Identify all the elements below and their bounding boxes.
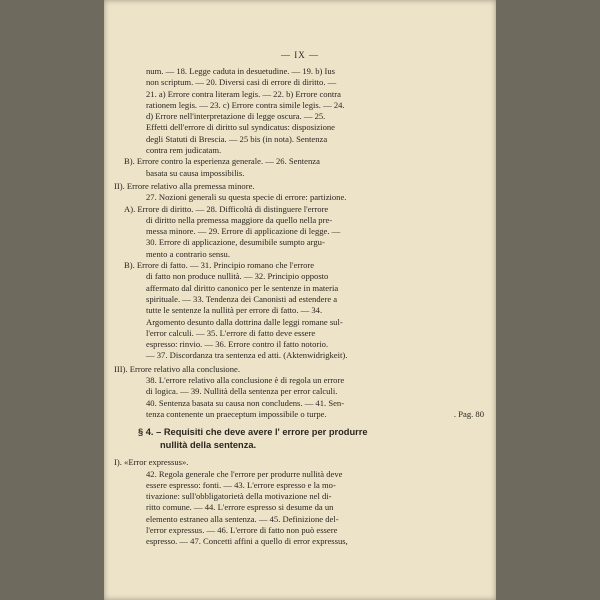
- text-line: 42. Regola generale che l'errore per produrre nullità deve: [146, 468, 343, 479]
- text-line: 30. Errore di applicazione, desumibile sumpto argu-: [146, 237, 325, 248]
- index-text-body: [114, 66, 484, 548]
- text-line-content: tenza contenente un praeceptum impossibile o turpe.: [146, 408, 327, 419]
- text-line: di diritto nella premessa maggiore da quello nella pre-: [146, 214, 333, 225]
- text-line: d) Errore nell'interpretazione di legge oscura. — 25.: [146, 111, 326, 122]
- text-line: espresso. — 47. Concetti affini a quello di error expressus,: [146, 536, 348, 547]
- text-line: spirituale. — 33. Tendenza dei Canonisti ad estendere a: [146, 293, 338, 304]
- text-line: contra rem judicatam.: [146, 145, 222, 156]
- subsection-heading: I). «Error expressus».: [114, 457, 189, 468]
- text-line: mento a contrario sensu.: [146, 248, 231, 259]
- subsection-heading: III). Errore relativo alla conclusione.: [114, 363, 240, 374]
- section-title-line: nullità della sentenza.: [160, 439, 257, 450]
- text-line: espresso: rinvio. — 36. Errore contro il fatto notorio.: [146, 339, 329, 350]
- text-line: rationem legis. — 23. c) Errore contra simile legis. — 24.: [146, 99, 345, 110]
- text-line: degli Statuti di Brescia. — 25 bis (in nota). Sentenza: [146, 133, 328, 144]
- text-line: l'error calculi. — 35. L'errore di fatto deve essere: [146, 327, 316, 338]
- text-line: tutte le sentenze la nullità per errore di fatto. — 34.: [146, 305, 323, 316]
- section-heading: [114, 426, 484, 451]
- text-line: B). Errore contro la esperienza generale. — 26. Sentenza: [124, 156, 320, 167]
- text-line: num. — 18. Legge caduta in desuetudine. — 19. b) Ius: [146, 66, 336, 76]
- text-line: 40. Sentenza basata su causa non concludens. — 41. Sen-: [146, 397, 345, 408]
- page-header-roman-numeral: — IX —: [281, 50, 319, 60]
- block-continuation: [114, 66, 484, 156]
- text-line: l'error expressus. — 46. L'errore di fatto non può essere: [146, 524, 338, 535]
- text-line: Argomento desunto dalla dottrina dalle leggi romane sul-: [146, 316, 343, 327]
- text-line: messa minore. — 29. Errore di applicazione di legge. —: [146, 226, 341, 237]
- text-line: essere espresso: fonti. — 43. L'errore espresso e la mo-: [146, 479, 336, 490]
- text-line: basata su causa impossibilis.: [146, 167, 245, 178]
- book-page: [104, 0, 496, 600]
- text-line: Effetti dell'errore di diritto sul syndicatus: disposizione: [146, 122, 335, 133]
- block-b-esperienza: [114, 156, 484, 179]
- text-line: — 37. Discordanza tra sentenza ed atti. (Aktenwidrigkeit).: [146, 350, 348, 361]
- text-line: [114, 409, 484, 420]
- section-title-line: § 4. – Requisiti che deve avere l' errore per produrre: [138, 427, 368, 438]
- text-line: ritto comune. — 44. L'errore espresso si desume da un: [146, 502, 334, 513]
- block-i-error-expressus: [114, 457, 484, 547]
- text-line: B). Errore di fatto. — 31. Principio romano che l'errore: [124, 260, 315, 271]
- text-line: di logica. — 39. Nullità della sentenza per error calculi.: [146, 386, 338, 397]
- text-line: elemento estraneo alla sentenza. — 45. Definizione del-: [146, 513, 339, 524]
- block-iii-conclusione: [114, 364, 484, 420]
- text-line: affermato dal diritto canonico per le sentenze in materia: [146, 282, 339, 293]
- text-line: di fatto non produce nullità. — 32. Principio opposto: [146, 271, 329, 282]
- text-line: 21. a) Errore contra literam legis. — 22. b) Errore contra: [146, 88, 341, 99]
- text-line: A). Errore di diritto. — 28. Difficoltà di distinguere l'errore: [124, 203, 329, 214]
- page-reference: . Pag. 80: [453, 408, 484, 419]
- block-ii-premessa-minore: [114, 181, 484, 362]
- text-line: non scriptum. — 20. Diversi casi di errore di diritto. —: [146, 77, 337, 88]
- text-line: 38. L'errore relativo alla conclusione è di regola un errore: [146, 375, 345, 386]
- text-line: tivazione: sull'obbligatorietà della motivazione nel di-: [146, 491, 332, 502]
- subsection-heading: II). Errore relativo alla premessa minore.: [114, 180, 255, 191]
- text-line: 27. Nozioni generali su questa specie di errore: partizione.: [146, 192, 347, 203]
